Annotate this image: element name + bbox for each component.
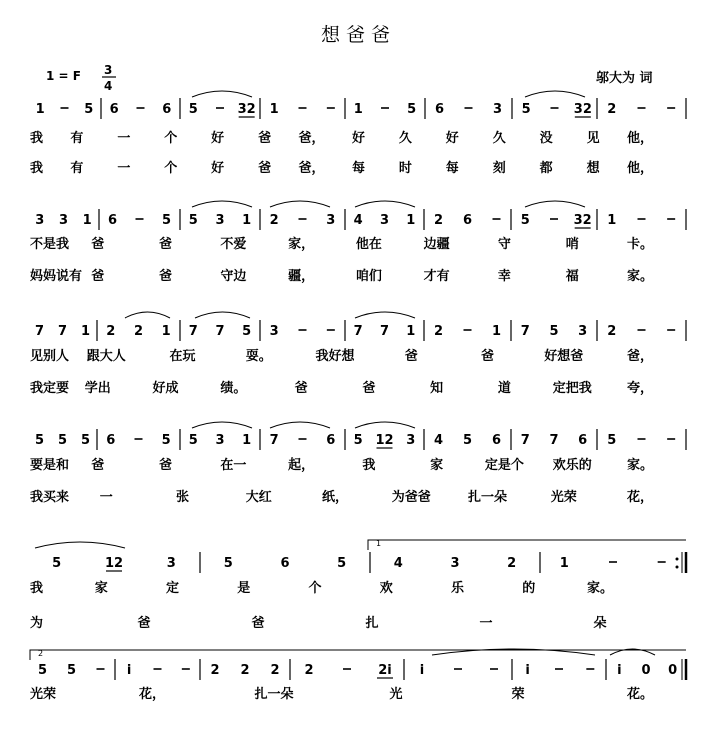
lyric-word: 学出 <box>84 381 111 396</box>
lyric-word: 我 <box>30 161 44 176</box>
lyric-word: 纸， <box>321 490 349 505</box>
jianpu-note: 5 <box>188 102 198 117</box>
lyric-word: 他， <box>626 161 654 176</box>
lyric-word: 爸， <box>298 161 325 176</box>
lyric-word: 好 <box>211 161 225 176</box>
lyricist-credit: 邬大为 词 <box>596 71 653 86</box>
lyric-word: 定是个 <box>484 458 524 473</box>
jianpu-note: 32 <box>573 102 592 117</box>
jianpu-note: 5 <box>34 433 45 448</box>
lyric-word: 好 <box>351 131 365 146</box>
jianpu-note: 12 <box>375 433 394 448</box>
lyric-word: 个 <box>164 131 178 146</box>
lyric-word: 家。 <box>626 458 654 473</box>
slur-arc <box>195 312 250 318</box>
lyric-word: 爸 <box>251 616 265 631</box>
lyric-word: 幸 <box>497 269 511 284</box>
lyric-word: 爸 <box>294 381 308 396</box>
jianpu-note: 6 <box>462 213 473 228</box>
lyric-word: 在玩 <box>169 349 196 364</box>
lyric-word: 久 <box>492 131 506 146</box>
jianpu-note: 5 <box>66 663 77 678</box>
jianpu-note: 5 <box>84 102 94 117</box>
jianpu-note: 3 <box>215 213 225 228</box>
lyric-word: 个 <box>164 161 178 176</box>
jianpu-note: 2 <box>507 556 517 571</box>
lyric-word: 才有 <box>423 269 450 284</box>
slur-arc <box>355 422 415 428</box>
lyric-word: 绩。 <box>220 381 247 396</box>
jianpu-note: 5 <box>188 433 198 448</box>
lyric-word: 为 <box>30 616 44 631</box>
lyric-word: 是 <box>237 581 251 596</box>
jianpu-note: 6 <box>107 213 118 228</box>
jianpu-note: 12 <box>104 556 124 571</box>
jianpu-note: 2 <box>269 213 279 228</box>
jianpu-note: 7 <box>520 324 530 339</box>
slur-arc <box>35 542 125 548</box>
jianpu-note: 5 <box>407 102 417 117</box>
jianpu-note: 2 <box>607 324 617 339</box>
lyric-word: 爸， <box>298 131 325 146</box>
jianpu-note: 7 <box>57 324 68 339</box>
lyric-word: 见 <box>586 131 600 146</box>
jianpu-note: 1 <box>406 213 416 228</box>
lyric-word: 没 <box>539 131 553 146</box>
jianpu-note: 7 <box>520 433 530 448</box>
jianpu-note: i <box>126 663 132 678</box>
lyric-word: 咱们 <box>355 269 382 284</box>
slur-arc <box>270 201 330 207</box>
jianpu-note: 2 <box>433 324 444 339</box>
lyric-word: 爸 <box>91 269 105 284</box>
lyric-word: 不是我 <box>30 237 70 252</box>
lyric-word: 边疆 <box>423 237 450 252</box>
lyric-word: 不爱 <box>220 237 247 252</box>
lyric-word: 欢 <box>379 581 393 596</box>
lyric-word: 扎一朵 <box>254 687 294 702</box>
lyric-word: 爸 <box>258 161 272 176</box>
jianpu-note: 3 <box>326 213 336 228</box>
jianpu-note: 2 <box>210 663 220 678</box>
lyric-word: 家， <box>288 237 315 252</box>
lyric-word: 耍。 <box>245 349 272 364</box>
lyric-word: 他， <box>626 131 654 146</box>
jianpu-note: 2 <box>433 213 444 228</box>
jianpu-note: 5 <box>223 556 233 571</box>
lyric-word: 起， <box>288 458 315 473</box>
jianpu-note: 3 <box>379 213 390 228</box>
jianpu-note: 32 <box>573 213 592 228</box>
lyric-word: 卡。 <box>626 237 654 252</box>
repeat-dot <box>676 566 679 569</box>
jianpu-note: 6 <box>326 433 336 448</box>
jianpu-note: 6 <box>106 433 116 448</box>
lyric-word: 在一 <box>220 458 247 473</box>
lyric-word: 夸， <box>626 381 654 396</box>
repeat-dot <box>676 558 679 561</box>
volta-bracket-1 <box>368 540 686 550</box>
jianpu-note: i <box>617 663 622 678</box>
lyric-word: 想 <box>586 161 600 176</box>
lyric-word: 爸， <box>626 349 654 364</box>
lyric-word: 久 <box>398 131 412 146</box>
lyric-word: 家 <box>430 458 444 473</box>
jianpu-note: 6 <box>434 102 445 117</box>
jianpu-note: 4 <box>393 556 403 571</box>
meter-numerator: 3 <box>104 63 113 77</box>
lyric-word: 爸 <box>362 381 376 396</box>
lyric-word: 一 <box>117 131 131 146</box>
lyric-word: 知 <box>430 381 444 396</box>
lyric-word: 家。 <box>586 581 614 596</box>
jianpu-note: 1 <box>242 433 252 448</box>
jianpu-note: i <box>419 663 425 678</box>
lyric-word: 守边 <box>220 269 247 284</box>
lyric-word: 扎一朵 <box>467 490 508 505</box>
lyric-word: 好 <box>211 131 225 146</box>
lyric-word: 荣 <box>511 687 525 702</box>
lyric-word: 张 <box>175 490 190 505</box>
lyric-word: 光荣 <box>30 687 57 702</box>
slur-arc <box>192 422 252 428</box>
jianpu-note: 3 <box>578 324 588 339</box>
lyric-word: 有 <box>70 161 84 176</box>
jianpu-note: 5 <box>80 433 91 448</box>
jianpu-note: 7 <box>379 324 390 339</box>
lyric-word: 好想爸 <box>544 349 584 364</box>
jianpu-note: 3 <box>166 556 176 571</box>
volta-label-2: 2 <box>38 649 44 658</box>
lyric-word: 家 <box>94 581 108 596</box>
lyric-word: 我买来 <box>30 490 70 505</box>
lyric-word: 要是和 <box>30 458 70 473</box>
lyric-word: 跟大人 <box>86 349 126 364</box>
lyric-word: 家。 <box>626 269 654 284</box>
jianpu-note: 1 <box>161 324 171 339</box>
jianpu-note: 5 <box>520 213 530 228</box>
lyric-word: 我 <box>362 458 376 473</box>
lyric-word: 爸 <box>159 269 173 284</box>
jianpu-note: 6 <box>162 102 172 117</box>
lyric-word: 大红 <box>245 490 272 505</box>
lyric-word: 一 <box>99 490 113 505</box>
jianpu-note: 2i <box>378 663 392 678</box>
jianpu-note: 3 <box>450 556 460 571</box>
lyric-word: 好 <box>445 131 459 146</box>
lyric-word: 爸 <box>91 458 105 473</box>
jianpu-note: 5 <box>521 102 531 117</box>
jianpu-note: 5 <box>462 433 473 448</box>
jianpu-note: 1 <box>607 213 617 228</box>
jianpu-note: 5 <box>37 663 48 678</box>
jianpu-note: 5 <box>549 324 559 339</box>
jianpu-note: 1 <box>80 324 91 339</box>
lyric-word: 有 <box>70 131 84 146</box>
jianpu-note: 5 <box>188 213 198 228</box>
jianpu-note: 3 <box>215 433 225 448</box>
lyric-word: 乐 <box>450 581 465 596</box>
jianpu-note: 2 <box>270 663 280 678</box>
jianpu-note: 1 <box>35 102 45 117</box>
lyric-word: 我好想 <box>315 349 355 364</box>
jianpu-note: 7 <box>215 324 225 339</box>
lyric-word: 光 <box>389 687 403 702</box>
jianpu-note: 5 <box>607 433 617 448</box>
lyric-word: 一 <box>117 161 131 176</box>
lyric-word: 定把我 <box>552 381 592 396</box>
lyric-word: 爸 <box>480 349 495 364</box>
jianpu-note: 2 <box>304 663 314 678</box>
lyric-word: 守 <box>497 237 511 252</box>
lyric-word: 花， <box>626 490 654 505</box>
slur-arc <box>192 201 252 207</box>
lyric-word: 我定要 <box>30 381 70 396</box>
lyric-word: 为爸爸 <box>391 490 431 505</box>
lyric-word: 每 <box>445 161 459 176</box>
slur-arc <box>355 201 415 207</box>
lyric-word: 都 <box>539 161 553 176</box>
jianpu-note: 3 <box>406 433 416 448</box>
jianpu-note: 5 <box>161 213 172 228</box>
jianpu-note: 1 <box>82 213 92 228</box>
lyric-word: 他在 <box>355 237 382 252</box>
jianpu-note: 0 <box>641 663 651 678</box>
jianpu-note: 1 <box>242 213 252 228</box>
slur-arc <box>192 91 252 97</box>
volta-label-1: 1 <box>376 539 382 548</box>
jianpu-note: 6 <box>109 102 119 117</box>
jianpu-note: 4 <box>353 213 363 228</box>
jianpu-note: 5 <box>52 556 62 571</box>
jianpu-note: 2 <box>240 663 250 678</box>
slur-arc <box>125 312 170 318</box>
jianpu-note: 1 <box>269 102 279 117</box>
lyric-word: 疆， <box>288 269 315 284</box>
slur-arc <box>525 201 585 207</box>
meter-denominator: 4 <box>104 79 113 93</box>
jianpu-note: 7 <box>549 433 559 448</box>
jianpu-note: 5 <box>337 556 347 571</box>
jianpu-note: 5 <box>242 324 252 339</box>
jianpu-note: 7 <box>188 324 198 339</box>
jianpu-note: 2 <box>133 324 144 339</box>
lyric-word: 福 <box>565 269 579 284</box>
jianpu-note: 6 <box>578 433 588 448</box>
jianpu-note: 2 <box>106 324 116 339</box>
lyric-word: 定 <box>165 581 180 596</box>
jianpu-note: 1 <box>406 324 416 339</box>
lyric-word: 好成 <box>152 381 179 396</box>
jianpu-note: i <box>525 663 530 678</box>
lyric-word: 哨 <box>565 237 579 252</box>
slur-arc <box>525 91 585 97</box>
key-signature: 1 = F <box>46 69 81 83</box>
lyric-word: 见别人 <box>30 349 70 364</box>
jianpu-note: 32 <box>237 102 256 117</box>
lyric-word: 我 <box>30 131 44 146</box>
jianpu-note: 7 <box>34 324 45 339</box>
lyric-word: 扎 <box>365 616 379 631</box>
lyric-word: 的 <box>522 581 536 596</box>
slur-arc <box>270 422 330 428</box>
lyric-word: 一 <box>479 616 493 631</box>
lyric-word: 爸 <box>137 616 151 631</box>
jianpu-note: 5 <box>161 433 171 448</box>
jianpu-note: 1 <box>559 556 569 571</box>
lyric-word: 花， <box>138 687 166 702</box>
jianpu-note: 3 <box>58 213 69 228</box>
jianpu-note: 1 <box>353 102 363 117</box>
lyric-word: 时 <box>398 161 412 176</box>
lyric-word: 爸 <box>159 458 173 473</box>
lyric-word: 爸 <box>258 131 272 146</box>
jianpu-note: 2 <box>607 102 617 117</box>
lyric-word: 道 <box>497 381 511 396</box>
jianpu-note: 3 <box>269 324 279 339</box>
lyric-word: 欢乐的 <box>552 458 592 473</box>
lyric-word: 我 <box>30 581 44 596</box>
lyric-word: 个 <box>308 581 322 596</box>
song-title: 想 爸 爸 <box>320 24 391 46</box>
lyric-word: 花。 <box>626 687 654 702</box>
jianpu-note: 5 <box>57 433 68 448</box>
jianpu-note: 7 <box>269 433 279 448</box>
lyric-word: 刻 <box>492 161 506 176</box>
lyric-word: 每 <box>351 161 365 176</box>
jianpu-note: 3 <box>492 102 503 117</box>
lyric-word: 爸 <box>91 237 105 252</box>
jianpu-note: 7 <box>353 324 363 339</box>
lyric-word: 爸 <box>159 237 173 252</box>
jianpu-note: 4 <box>433 433 444 448</box>
jianpu-note: 5 <box>353 433 363 448</box>
lyric-word: 朵 <box>593 616 607 631</box>
jianpu-note: 6 <box>280 556 290 571</box>
lyric-word: 光荣 <box>550 490 577 505</box>
slur-arc <box>355 312 415 318</box>
lyric-word: 妈妈说有 <box>30 269 83 284</box>
jianpu-note: 1 <box>491 324 502 339</box>
jianpu-note: 3 <box>35 213 45 228</box>
jianpu-note: 6 <box>491 433 502 448</box>
lyric-word: 爸 <box>404 349 418 364</box>
jianpu-note: 0 <box>668 663 678 678</box>
volta-bracket-2 <box>30 650 686 660</box>
